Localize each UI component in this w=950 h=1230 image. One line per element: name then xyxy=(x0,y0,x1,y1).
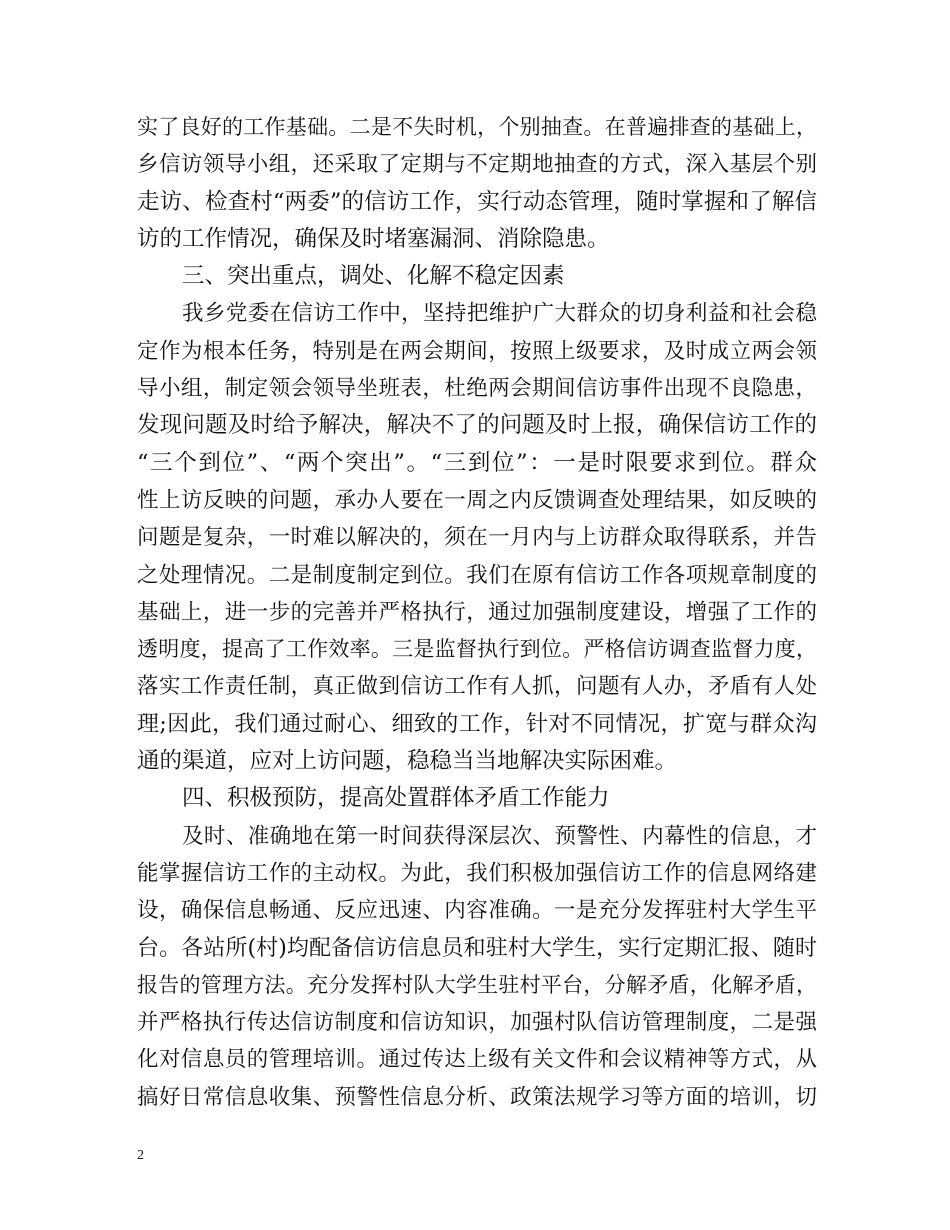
text-line: 导小组，制定领会领导坐班表，杜绝两会期间信访事件出现不良隐患， xyxy=(137,376,817,402)
text-line: 透明度，提高了工作效率。三是监督执行到位。严格信访调查监督力度， xyxy=(137,637,817,662)
text-line: 三、突出重点，调处、化解不稳定因素 xyxy=(182,263,565,290)
text-line: 搞好日常信息收集、预警性信息分析、政策法规学习等方面的培训，切 xyxy=(137,1084,817,1110)
text-line: 报告的管理方法。充分发挥村队大学生驻村平台，分解矛盾，化解矛盾， xyxy=(137,972,817,997)
text-line: 理;因此，我们通过耐心、细致的工作，针对不同情况，扩宽与群众沟 xyxy=(137,711,817,737)
text-line: 实了良好的工作基础。二是不失时机，个别抽查。在普遍排查的基础上， xyxy=(137,115,817,139)
text-line: 我乡党委在信访工作中，坚持把维护广大群众的切身利益和社会稳 xyxy=(182,301,817,327)
text-line: 台。各站所(村)均配备信访信息员和驻村大学生，实行定期汇报、随时 xyxy=(137,935,817,961)
text-line: 走访、检查村“两委”的信访工作，实行动态管理，随时掌握和了解信 xyxy=(137,188,817,215)
text-line: 并严格执行传达信访制度和信访知识，加强村队信访管理制度，二是强 xyxy=(137,1010,817,1036)
text-line: 化对信息员的管理培训。通过传达上级有关文件和会议精神等方式，从 xyxy=(137,1047,817,1073)
body-text xyxy=(137,109,817,1116)
text-line: 能掌握信访工作的主动权。为此，我们积极加强信访工作的信息网络建 xyxy=(137,860,817,886)
text-line: 发现问题及时给予解决，解决不了的问题及时上报，确保信访工作的 xyxy=(137,412,817,439)
text-line: 访的工作情况，确保及时堵塞漏洞、消除隐患。 xyxy=(137,225,610,252)
text-line: 问题是复杂，一时难以解决的，须在一月内与上访群众取得联系，并告 xyxy=(137,525,817,551)
text-line: 基础上，进一步的完善并严格执行，通过加强制度建设，增强了工作的 xyxy=(137,599,817,625)
text-line: 之处理情况。二是制度制定到位。我们在原有信访工作各项规章制度的 xyxy=(137,562,817,588)
text-line: 落实工作责任制，真正做到信访工作有人抓，问题有人办，矛盾有人处 xyxy=(137,674,817,700)
page-number: 2 xyxy=(137,1148,144,1163)
text-line: 设，确保信息畅通、反应迅速、内容准确。一是充分发挥驻村大学生平 xyxy=(137,898,817,924)
text-line: 及时、准确地在第一时间获得深层次、预警性、内幕性的信息，才 xyxy=(182,823,817,849)
text-line: 乡信访领导小组，还采取了定期与不定期地抽查的方式，深入基层个别 xyxy=(137,152,817,178)
text-line: “三个到位”、“两个突出”。“三到位”：一是时限要求到位。群众 xyxy=(137,449,817,476)
text-line: 四、积极预防，提高处置群体矛盾工作能力 xyxy=(182,785,610,812)
text-line: 性上访反映的问题，承办人要在一周之内反馈调查处理结果，如反映的 xyxy=(137,487,817,513)
text-line: 定作为根本任务，特别是在两会期间，按照上级要求，及时成立两会领 xyxy=(137,338,817,364)
text-line: 通的渠道，应对上访问题，稳稳当当地解决实际困难。 xyxy=(137,748,678,775)
